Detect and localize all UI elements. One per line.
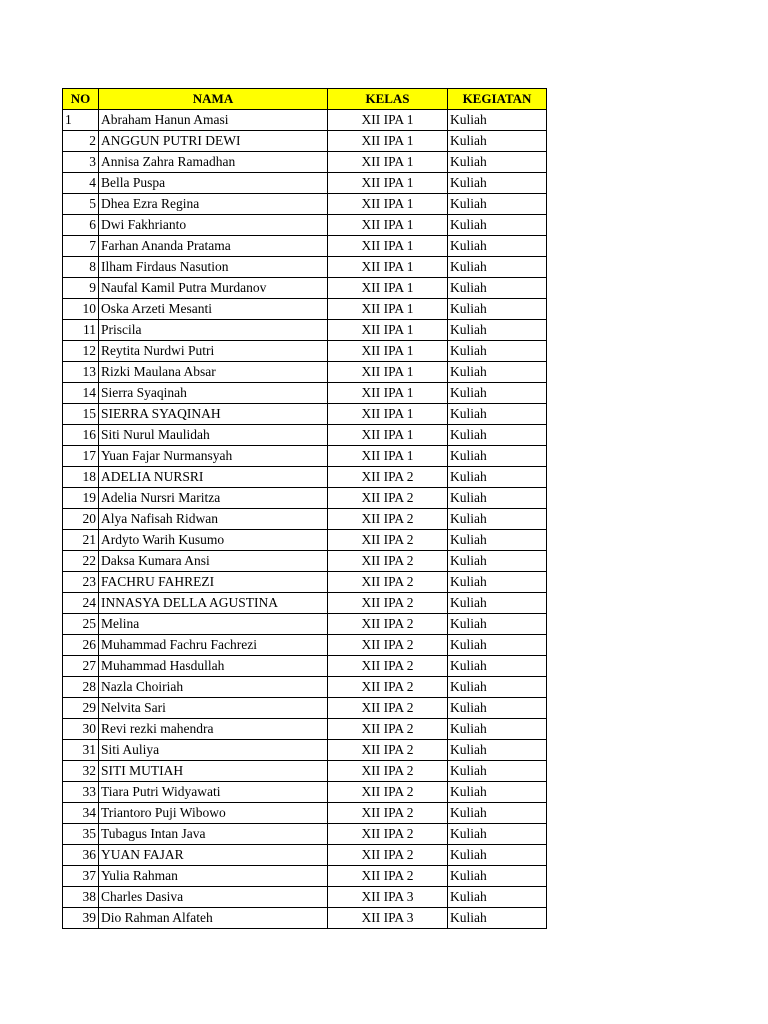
cell-no: 3 bbox=[63, 152, 99, 173]
cell-kelas: XII IPA 3 bbox=[328, 887, 448, 908]
cell-no: 26 bbox=[63, 635, 99, 656]
cell-no: 38 bbox=[63, 887, 99, 908]
cell-nama: ANGGUN PUTRI DEWI bbox=[99, 131, 328, 152]
cell-nama: Daksa Kumara Ansi bbox=[99, 551, 328, 572]
cell-kegiatan: Kuliah bbox=[448, 110, 547, 131]
cell-no: 39 bbox=[63, 908, 99, 929]
cell-kelas: XII IPA 1 bbox=[328, 173, 448, 194]
cell-no: 16 bbox=[63, 425, 99, 446]
table-row bbox=[63, 383, 547, 404]
cell-kelas: XII IPA 1 bbox=[328, 236, 448, 257]
table-row bbox=[63, 656, 547, 677]
table-row bbox=[63, 845, 547, 866]
cell-kelas: XII IPA 2 bbox=[328, 719, 448, 740]
cell-no: 27 bbox=[63, 656, 99, 677]
cell-no: 9 bbox=[63, 278, 99, 299]
cell-kelas: XII IPA 2 bbox=[328, 803, 448, 824]
table-row bbox=[63, 341, 547, 362]
table-row bbox=[63, 362, 547, 383]
cell-no: 18 bbox=[63, 467, 99, 488]
cell-kegiatan: Kuliah bbox=[448, 341, 547, 362]
cell-no: 1 bbox=[63, 110, 99, 131]
header-kelas: KELAS bbox=[328, 89, 448, 110]
header-kegiatan: KEGIATAN bbox=[448, 89, 547, 110]
cell-kelas: XII IPA 1 bbox=[328, 152, 448, 173]
cell-nama: SIERRA SYAQINAH bbox=[99, 404, 328, 425]
table-row bbox=[63, 887, 547, 908]
cell-no: 19 bbox=[63, 488, 99, 509]
cell-kegiatan: Kuliah bbox=[448, 593, 547, 614]
cell-kelas: XII IPA 2 bbox=[328, 824, 448, 845]
table-row bbox=[63, 488, 547, 509]
cell-kelas: XII IPA 1 bbox=[328, 278, 448, 299]
cell-nama: Bella Puspa bbox=[99, 173, 328, 194]
cell-no: 25 bbox=[63, 614, 99, 635]
cell-no: 14 bbox=[63, 383, 99, 404]
cell-kelas: XII IPA 1 bbox=[328, 257, 448, 278]
cell-no: 33 bbox=[63, 782, 99, 803]
cell-kegiatan: Kuliah bbox=[448, 551, 547, 572]
cell-no: 30 bbox=[63, 719, 99, 740]
cell-nama: Dio Rahman Alfateh bbox=[99, 908, 328, 929]
table-row bbox=[63, 551, 547, 572]
table-body bbox=[63, 110, 547, 929]
cell-no: 21 bbox=[63, 530, 99, 551]
cell-nama: Tiara Putri Widyawati bbox=[99, 782, 328, 803]
header-nama: NAMA bbox=[99, 89, 328, 110]
cell-no: 8 bbox=[63, 257, 99, 278]
cell-kelas: XII IPA 2 bbox=[328, 782, 448, 803]
cell-kelas: XII IPA 2 bbox=[328, 656, 448, 677]
header-row bbox=[63, 89, 547, 110]
table-row bbox=[63, 866, 547, 887]
cell-nama: YUAN FAJAR bbox=[99, 845, 328, 866]
cell-nama: Nelvita Sari bbox=[99, 698, 328, 719]
cell-nama: Naufal Kamil Putra Murdanov bbox=[99, 278, 328, 299]
cell-no: 35 bbox=[63, 824, 99, 845]
cell-kegiatan: Kuliah bbox=[448, 824, 547, 845]
cell-kelas: XII IPA 1 bbox=[328, 320, 448, 341]
table-row bbox=[63, 404, 547, 425]
cell-kelas: XII IPA 1 bbox=[328, 299, 448, 320]
cell-nama: ADELIA NURSRI bbox=[99, 467, 328, 488]
cell-kelas: XII IPA 2 bbox=[328, 761, 448, 782]
cell-kegiatan: Kuliah bbox=[448, 320, 547, 341]
cell-nama: Ardyto Warih Kusumo bbox=[99, 530, 328, 551]
cell-no: 6 bbox=[63, 215, 99, 236]
table-header bbox=[63, 89, 547, 110]
cell-nama: Annisa Zahra Ramadhan bbox=[99, 152, 328, 173]
cell-kegiatan: Kuliah bbox=[448, 236, 547, 257]
cell-no: 32 bbox=[63, 761, 99, 782]
cell-kegiatan: Kuliah bbox=[448, 614, 547, 635]
cell-kegiatan: Kuliah bbox=[448, 887, 547, 908]
cell-nama: Dwi Fakhrianto bbox=[99, 215, 328, 236]
cell-kegiatan: Kuliah bbox=[448, 278, 547, 299]
cell-kelas: XII IPA 2 bbox=[328, 509, 448, 530]
cell-no: 13 bbox=[63, 362, 99, 383]
cell-nama: SITI MUTIAH bbox=[99, 761, 328, 782]
table-row bbox=[63, 803, 547, 824]
cell-nama: Priscila bbox=[99, 320, 328, 341]
cell-kegiatan: Kuliah bbox=[448, 866, 547, 887]
table-row bbox=[63, 740, 547, 761]
cell-no: 24 bbox=[63, 593, 99, 614]
cell-nama: Ilham Firdaus Nasution bbox=[99, 257, 328, 278]
cell-kegiatan: Kuliah bbox=[448, 719, 547, 740]
cell-no: 36 bbox=[63, 845, 99, 866]
cell-kegiatan: Kuliah bbox=[448, 131, 547, 152]
table-row bbox=[63, 215, 547, 236]
cell-kegiatan: Kuliah bbox=[448, 467, 547, 488]
cell-kelas: XII IPA 1 bbox=[328, 383, 448, 404]
cell-no: 7 bbox=[63, 236, 99, 257]
cell-no: 10 bbox=[63, 299, 99, 320]
table-row bbox=[63, 278, 547, 299]
cell-no: 12 bbox=[63, 341, 99, 362]
cell-nama: INNASYA DELLA AGUSTINA bbox=[99, 593, 328, 614]
cell-nama: Sierra Syaqinah bbox=[99, 383, 328, 404]
cell-no: 34 bbox=[63, 803, 99, 824]
cell-kegiatan: Kuliah bbox=[448, 698, 547, 719]
cell-nama: Dhea Ezra Regina bbox=[99, 194, 328, 215]
cell-kelas: XII IPA 2 bbox=[328, 572, 448, 593]
table-row bbox=[63, 299, 547, 320]
table-row bbox=[63, 152, 547, 173]
table-row bbox=[63, 635, 547, 656]
cell-kelas: XII IPA 2 bbox=[328, 845, 448, 866]
cell-nama: Melina bbox=[99, 614, 328, 635]
cell-kegiatan: Kuliah bbox=[448, 803, 547, 824]
cell-kelas: XII IPA 1 bbox=[328, 425, 448, 446]
cell-kelas: XII IPA 1 bbox=[328, 194, 448, 215]
cell-no: 31 bbox=[63, 740, 99, 761]
cell-no: 37 bbox=[63, 866, 99, 887]
cell-nama: Rizki Maulana Absar bbox=[99, 362, 328, 383]
table-row bbox=[63, 131, 547, 152]
student-activity-table bbox=[62, 88, 547, 929]
cell-nama: Muhammad Hasdullah bbox=[99, 656, 328, 677]
cell-no: 4 bbox=[63, 173, 99, 194]
cell-kelas: XII IPA 2 bbox=[328, 593, 448, 614]
cell-kelas: XII IPA 1 bbox=[328, 362, 448, 383]
cell-nama: Adelia Nursri Maritza bbox=[99, 488, 328, 509]
cell-kegiatan: Kuliah bbox=[448, 257, 547, 278]
table-row bbox=[63, 320, 547, 341]
cell-kelas: XII IPA 2 bbox=[328, 614, 448, 635]
cell-no: 22 bbox=[63, 551, 99, 572]
cell-no: 2 bbox=[63, 131, 99, 152]
table-row bbox=[63, 572, 547, 593]
cell-kegiatan: Kuliah bbox=[448, 446, 547, 467]
table-row bbox=[63, 761, 547, 782]
cell-nama: Nazla Choiriah bbox=[99, 677, 328, 698]
cell-kelas: XII IPA 2 bbox=[328, 698, 448, 719]
table-row bbox=[63, 446, 547, 467]
table-row bbox=[63, 173, 547, 194]
table-row bbox=[63, 509, 547, 530]
cell-nama: Oska Arzeti Mesanti bbox=[99, 299, 328, 320]
cell-kegiatan: Kuliah bbox=[448, 299, 547, 320]
table-row bbox=[63, 194, 547, 215]
cell-kegiatan: Kuliah bbox=[448, 383, 547, 404]
cell-kelas: XII IPA 2 bbox=[328, 635, 448, 656]
table-row bbox=[63, 467, 547, 488]
table-row bbox=[63, 677, 547, 698]
cell-kegiatan: Kuliah bbox=[448, 908, 547, 929]
cell-kelas: XII IPA 2 bbox=[328, 866, 448, 887]
cell-kegiatan: Kuliah bbox=[448, 845, 547, 866]
cell-nama: Charles Dasiva bbox=[99, 887, 328, 908]
table-row bbox=[63, 782, 547, 803]
cell-nama: Alya Nafisah Ridwan bbox=[99, 509, 328, 530]
table-row bbox=[63, 698, 547, 719]
cell-nama: Yuan Fajar Nurmansyah bbox=[99, 446, 328, 467]
cell-kelas: XII IPA 1 bbox=[328, 131, 448, 152]
table-row bbox=[63, 908, 547, 929]
table-row bbox=[63, 530, 547, 551]
table-row bbox=[63, 257, 547, 278]
cell-nama: Abraham Hanun Amasi bbox=[99, 110, 328, 131]
cell-nama: Revi rezki mahendra bbox=[99, 719, 328, 740]
cell-nama: Siti Auliya bbox=[99, 740, 328, 761]
cell-nama: Triantoro Puji Wibowo bbox=[99, 803, 328, 824]
cell-nama: Reytita Nurdwi Putri bbox=[99, 341, 328, 362]
cell-kegiatan: Kuliah bbox=[448, 677, 547, 698]
cell-kegiatan: Kuliah bbox=[448, 173, 547, 194]
cell-kegiatan: Kuliah bbox=[448, 761, 547, 782]
cell-kegiatan: Kuliah bbox=[448, 782, 547, 803]
cell-kelas: XII IPA 2 bbox=[328, 530, 448, 551]
table-row bbox=[63, 425, 547, 446]
cell-kegiatan: Kuliah bbox=[448, 530, 547, 551]
cell-kelas: XII IPA 2 bbox=[328, 677, 448, 698]
cell-no: 29 bbox=[63, 698, 99, 719]
cell-kelas: XII IPA 2 bbox=[328, 740, 448, 761]
cell-kelas: XII IPA 1 bbox=[328, 341, 448, 362]
cell-no: 17 bbox=[63, 446, 99, 467]
cell-kegiatan: Kuliah bbox=[448, 425, 547, 446]
cell-kelas: XII IPA 1 bbox=[328, 110, 448, 131]
cell-no: 28 bbox=[63, 677, 99, 698]
cell-nama: Siti Nurul Maulidah bbox=[99, 425, 328, 446]
table-row bbox=[63, 236, 547, 257]
cell-kegiatan: Kuliah bbox=[448, 656, 547, 677]
table-row bbox=[63, 593, 547, 614]
cell-kelas: XII IPA 3 bbox=[328, 908, 448, 929]
table-row bbox=[63, 824, 547, 845]
cell-kegiatan: Kuliah bbox=[448, 635, 547, 656]
cell-kegiatan: Kuliah bbox=[448, 488, 547, 509]
cell-no: 20 bbox=[63, 509, 99, 530]
cell-nama: Tubagus Intan Java bbox=[99, 824, 328, 845]
table-row bbox=[63, 614, 547, 635]
cell-kegiatan: Kuliah bbox=[448, 215, 547, 236]
cell-kelas: XII IPA 2 bbox=[328, 467, 448, 488]
cell-kegiatan: Kuliah bbox=[448, 362, 547, 383]
cell-no: 23 bbox=[63, 572, 99, 593]
cell-nama: Muhammad Fachru Fachrezi bbox=[99, 635, 328, 656]
cell-kegiatan: Kuliah bbox=[448, 404, 547, 425]
cell-kegiatan: Kuliah bbox=[448, 509, 547, 530]
cell-kelas: XII IPA 1 bbox=[328, 404, 448, 425]
cell-no: 11 bbox=[63, 320, 99, 341]
cell-no: 5 bbox=[63, 194, 99, 215]
cell-kelas: XII IPA 2 bbox=[328, 551, 448, 572]
cell-kelas: XII IPA 1 bbox=[328, 446, 448, 467]
header-no: NO bbox=[63, 89, 99, 110]
cell-kegiatan: Kuliah bbox=[448, 194, 547, 215]
cell-nama: Yulia Rahman bbox=[99, 866, 328, 887]
table-row bbox=[63, 110, 547, 131]
table-row bbox=[63, 719, 547, 740]
cell-nama: Farhan Ananda Pratama bbox=[99, 236, 328, 257]
cell-kegiatan: Kuliah bbox=[448, 572, 547, 593]
cell-kelas: XII IPA 2 bbox=[328, 488, 448, 509]
cell-kegiatan: Kuliah bbox=[448, 740, 547, 761]
cell-nama: FACHRU FAHREZI bbox=[99, 572, 328, 593]
cell-no: 15 bbox=[63, 404, 99, 425]
cell-kelas: XII IPA 1 bbox=[328, 215, 448, 236]
cell-kegiatan: Kuliah bbox=[448, 152, 547, 173]
